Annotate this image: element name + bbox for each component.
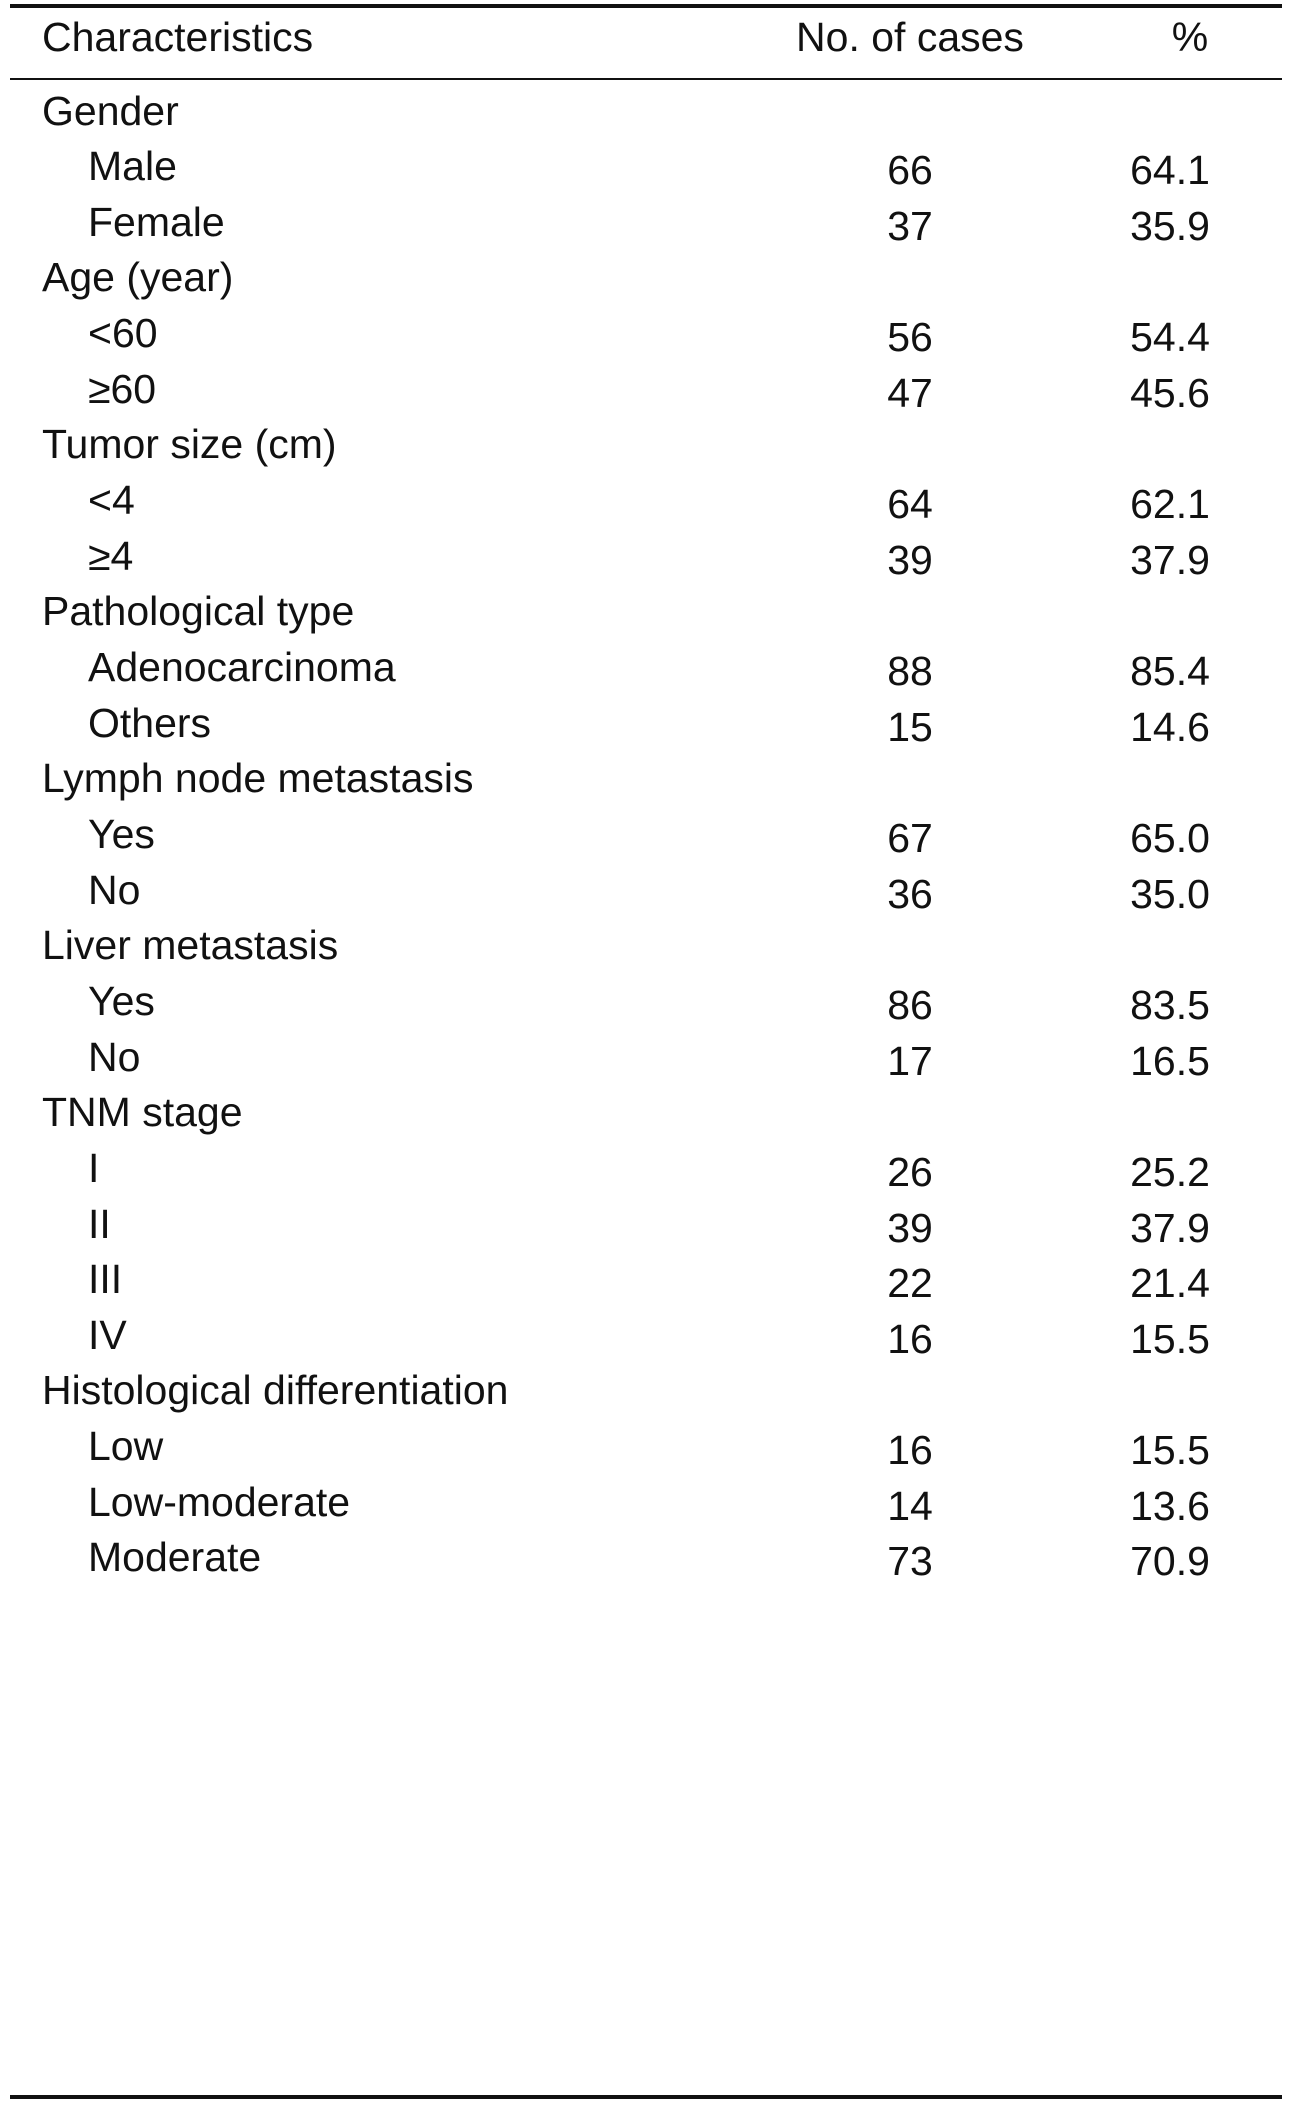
row-cases: 16 (887, 1427, 933, 1473)
row-percent: 14.6 (1130, 704, 1210, 750)
row-label: Female (88, 199, 225, 245)
row-percent: 37.9 (1130, 537, 1210, 583)
row-label: ≥4 (88, 533, 134, 579)
row-label: ≥60 (88, 366, 157, 412)
row-label: IV (88, 1312, 127, 1358)
row-label: Male (88, 143, 177, 189)
row-label: III (88, 1256, 123, 1302)
row-cases: 17 (887, 1038, 933, 1084)
row-cases: 64 (887, 481, 933, 527)
row-cases: 37 (887, 203, 933, 249)
group-label: Pathological type (42, 588, 355, 634)
row-label: Yes (88, 978, 155, 1024)
row-cases: 39 (887, 1205, 933, 1251)
row-label: I (88, 1145, 100, 1191)
table-row (0, 1520, 1291, 1594)
header-percent: % (1171, 14, 1209, 60)
row-cases: 86 (887, 982, 933, 1028)
group-label: TNM stage (42, 1089, 243, 1135)
row-label: Adenocarcinoma (88, 644, 396, 690)
row-label: No (88, 1034, 141, 1080)
table-header-row (0, 0, 1291, 74)
group-label: Tumor size (cm) (42, 421, 337, 467)
row-percent: 37.9 (1130, 1205, 1210, 1251)
row-percent: 83.5 (1130, 982, 1210, 1028)
row-cases: 47 (887, 370, 933, 416)
row-label: Low-moderate (88, 1479, 351, 1525)
group-label: Histological differentiation (42, 1367, 509, 1413)
row-percent: 54.4 (1130, 314, 1210, 360)
row-percent: 13.6 (1130, 1483, 1210, 1529)
row-percent: 16.5 (1130, 1038, 1210, 1084)
row-cases: 36 (887, 871, 933, 917)
row-cases: 56 (887, 314, 933, 360)
group-label: Liver metastasis (42, 922, 339, 968)
header-cases: No. of cases (796, 14, 1024, 60)
row-cases: 22 (887, 1260, 933, 1306)
row-cases: 26 (887, 1149, 933, 1195)
row-label: <60 (88, 310, 158, 356)
row-label: Low (88, 1423, 164, 1469)
row-percent: 35.9 (1130, 203, 1210, 249)
row-cases: 39 (887, 537, 933, 583)
row-label: Yes (88, 811, 155, 857)
row-cases: 15 (887, 704, 933, 750)
group-label: Lymph node metastasis (42, 755, 474, 801)
row-label: Others (88, 700, 212, 746)
bottom-rule (10, 2095, 1282, 2099)
row-percent: 64.1 (1130, 147, 1210, 193)
row-percent: 21.4 (1130, 1260, 1210, 1306)
row-cases: 14 (887, 1483, 933, 1529)
group-label: Gender (42, 88, 179, 134)
row-percent: 25.2 (1130, 1149, 1210, 1195)
row-label: II (88, 1201, 111, 1247)
row-percent: 62.1 (1130, 481, 1210, 527)
row-percent: 45.6 (1130, 370, 1210, 416)
row-cases: 88 (887, 648, 933, 694)
row-cases: 73 (887, 1538, 933, 1584)
row-percent: 65.0 (1130, 815, 1210, 861)
row-percent: 15.5 (1130, 1427, 1210, 1473)
group-label: Age (year) (42, 254, 234, 300)
row-cases: 16 (887, 1316, 933, 1362)
row-percent: 15.5 (1130, 1316, 1210, 1362)
row-cases: 66 (887, 147, 933, 193)
row-percent: 35.0 (1130, 871, 1210, 917)
row-cases: 67 (887, 815, 933, 861)
row-percent: 85.4 (1130, 648, 1210, 694)
row-percent: 70.9 (1130, 1538, 1210, 1584)
header-characteristics: Characteristics (42, 14, 314, 60)
row-label: <4 (88, 477, 135, 523)
row-label: No (88, 867, 141, 913)
row-label: Moderate (88, 1534, 262, 1580)
